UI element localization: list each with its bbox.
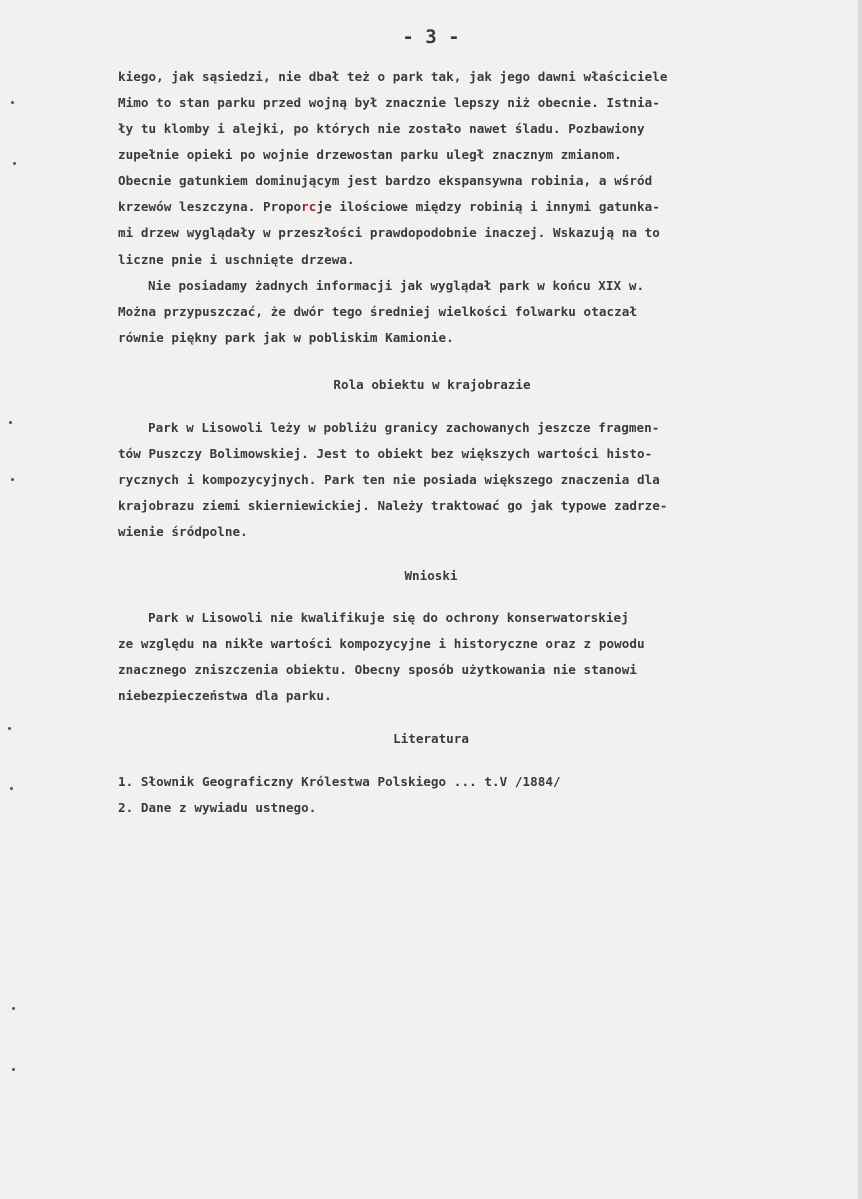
scan-edge — [858, 0, 862, 1199]
text-line — [118, 199, 660, 214]
text-line: ły tu klomby i alejki, po których nie zostało nawet śladu. Pozbawiony — [118, 121, 645, 136]
text-line: tów Puszczy Bolimowskiej. Jest to obiekt bez większych wartości histo- — [118, 446, 653, 461]
section-heading-literature: Literatura — [393, 731, 469, 746]
scan-speck — [11, 478, 14, 481]
scan-speck — [12, 1007, 15, 1010]
text-line: mi drzew wyglądały w przeszłości prawdopodobnie inaczej. Wskazują na to — [118, 225, 660, 240]
text-line: Można przypuszczać, że dwór tego średniej wielkości folwarku otaczał — [118, 304, 637, 319]
section-heading-role: Rola obiektu w krajobrazie — [333, 377, 531, 392]
section-heading-conclusions: Wnioski — [404, 568, 458, 583]
text-line: ze względu na nikłe wartości kompozycyjne i historyczne oraz z powodu — [118, 636, 645, 651]
scan-speck — [12, 1068, 15, 1071]
text-line: kiego, jak sąsiedzi, nie dbał też o park tak, jak jego dawni właściciele — [118, 69, 668, 84]
text-line: znacznego zniszczenia obiektu. Obecny sposób użytkowania nie stanowi — [118, 662, 637, 677]
text-line: Mimo to stan parku przed wojną był znacznie lepszy niż obecnie. Istnia- — [118, 95, 660, 110]
scan-speck — [8, 727, 11, 730]
text-fragment: krzewów leszczyna. Propo — [118, 199, 302, 214]
text-line: równie piękny park jak w pobliskim Kamionie. — [118, 330, 454, 345]
page-number: - 3 - — [402, 26, 460, 48]
text-line: wienie śródpolne. — [118, 524, 248, 539]
text-line: krajobrazu ziemi skierniewickiej. Należy traktować go jak typowe zadrze- — [118, 498, 668, 513]
text-line: Park w Lisowoli nie kwalifikuje się do ochrony konserwatorskiej — [148, 610, 629, 625]
text-line: Park w Lisowoli leży w pobliżu granicy zachowanych jeszcze fragmen- — [148, 420, 660, 435]
scan-speck — [11, 101, 14, 104]
scan-speck — [9, 421, 12, 424]
scan-speck — [13, 162, 16, 165]
text-line: Nie posiadamy żadnych informacji jak wyglądał park w końcu XIX w. — [148, 278, 645, 293]
text-line: Obecnie gatunkiem dominującym jest bardzo ekspansywna robinia, a wśród — [118, 173, 653, 188]
text-line: niebezpieczeństwa dla parku. — [118, 688, 332, 703]
text-line: liczne pnie i uschnięte drzewa. — [118, 252, 355, 267]
red-correction: rc — [301, 199, 317, 214]
text-line: zupełnie opieki po wojnie drzewostan parku uległ znacznym zmianom. — [118, 147, 622, 162]
literature-item: 2. Dane z wywiadu ustnego. — [118, 800, 317, 815]
text-line: rycznych i kompozycyjnych. Park ten nie posiada większego znaczenia dla — [118, 472, 660, 487]
text-fragment: je ilościowe między robinią i innymi gatunka- — [316, 199, 660, 214]
literature-item: 1. Słownik Geograficzny Królestwa Polskiego ... t.V /1884/ — [118, 774, 561, 789]
scan-speck — [10, 787, 13, 790]
